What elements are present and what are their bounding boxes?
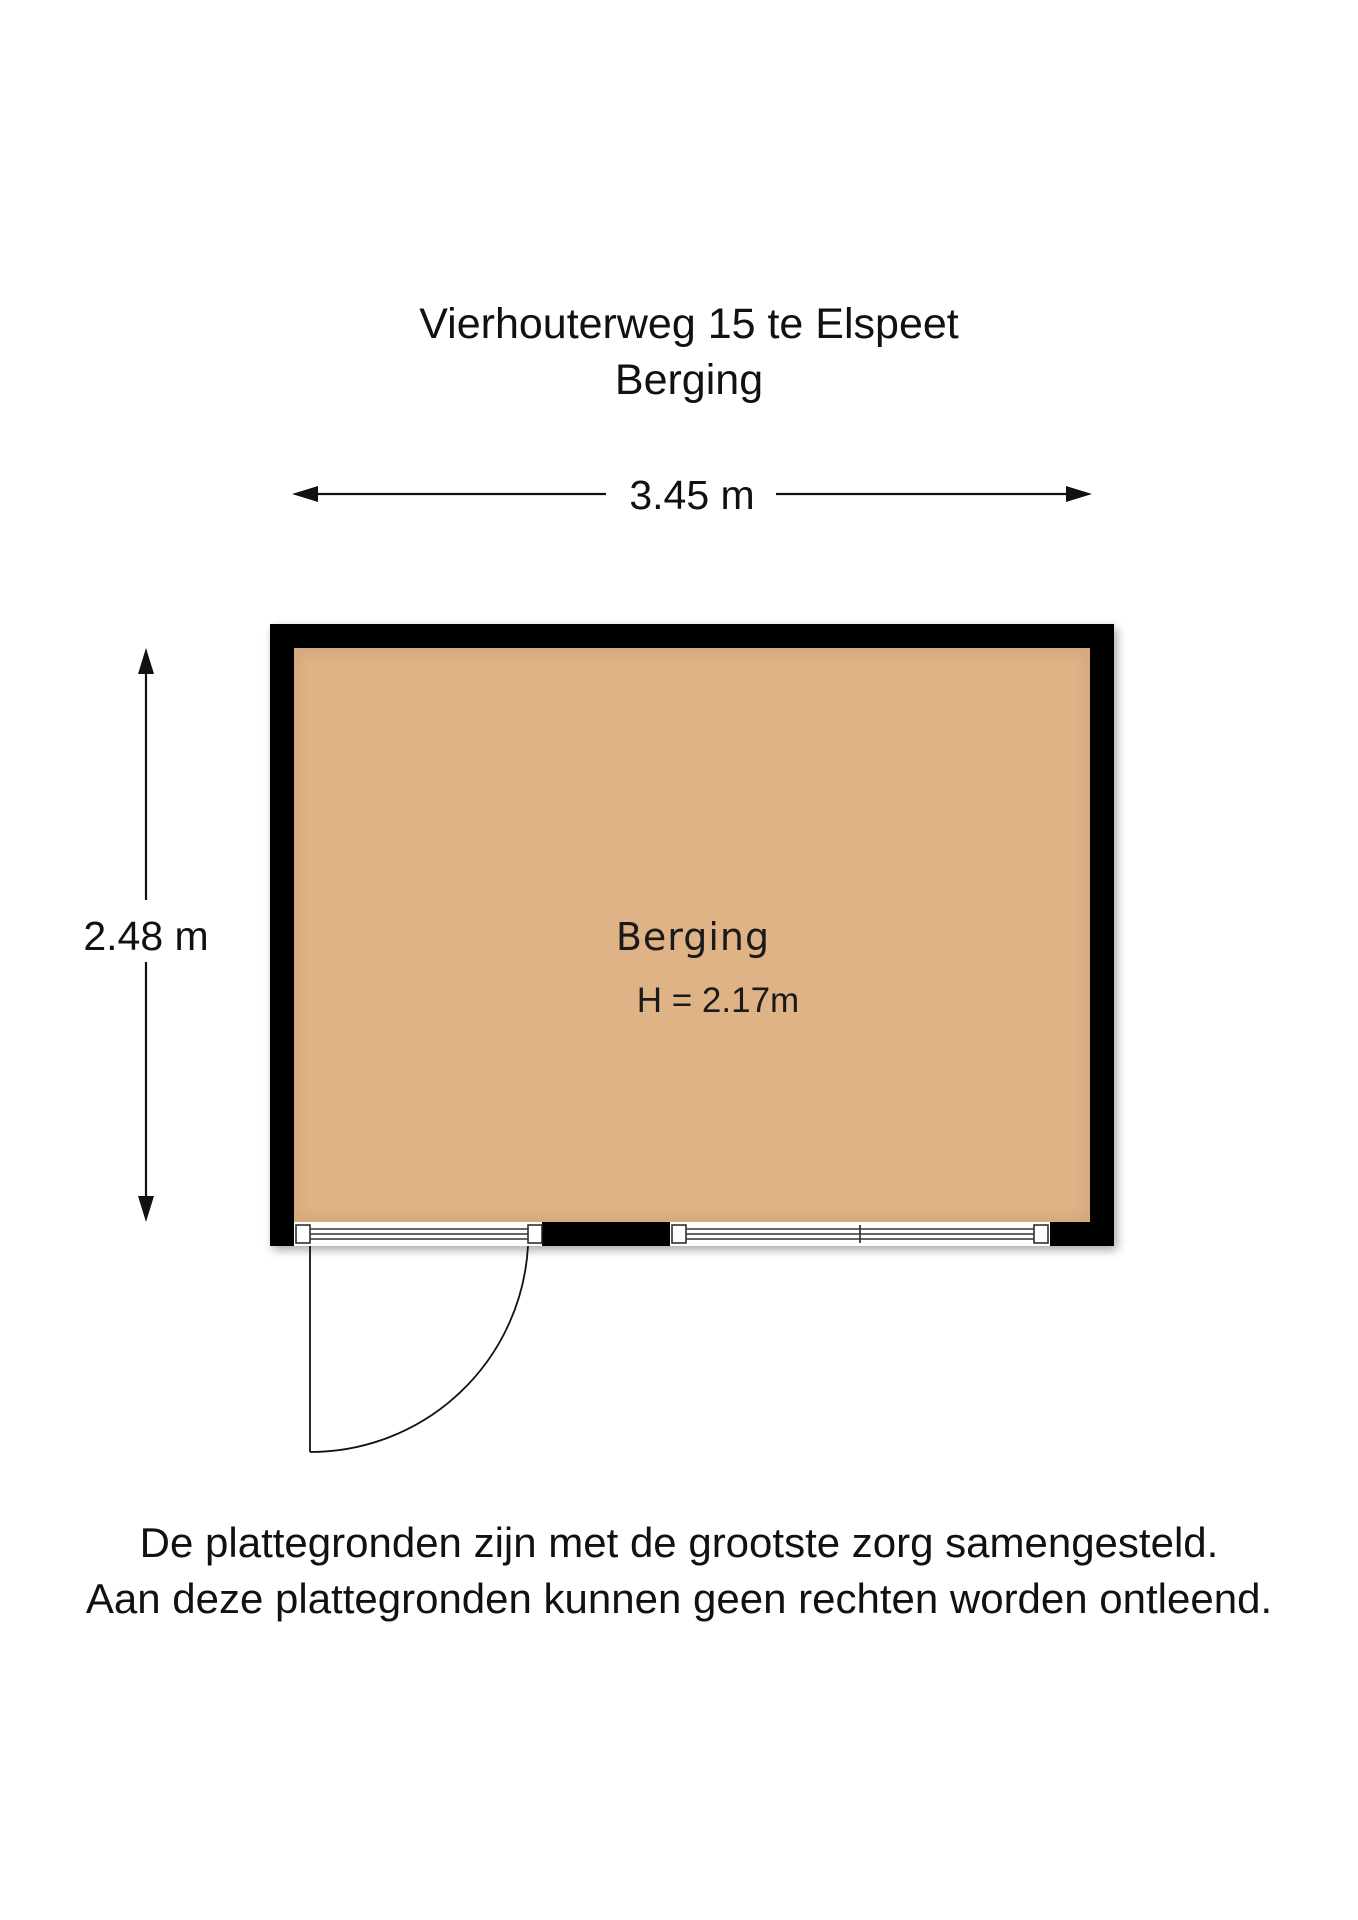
room-name: Berging <box>615 915 771 959</box>
disclaimer-line-1: De plattegronden zijn met de grootste zorg samengesteld. <box>139 1519 1219 1566</box>
door-swing-arc <box>310 1246 528 1452</box>
arrow-down-icon <box>138 1196 154 1222</box>
height-dimension <box>83 648 208 1222</box>
door-swing <box>310 1246 528 1452</box>
disclaimer <box>0 1515 1358 1627</box>
ceiling-height: H = 2.17m <box>636 981 800 1020</box>
arrow-up-icon <box>138 648 154 674</box>
door-jamb-left <box>296 1225 310 1243</box>
disclaimer-line-2: Aan deze plattegronden kunnen geen rechten worden ontleend. <box>85 1575 1273 1622</box>
address-title: Vierhouterweg 15 te Elspeet <box>419 300 959 348</box>
width-label: 3.45 m <box>629 472 755 518</box>
width-dimension <box>292 472 1092 518</box>
arrow-left-icon <box>292 486 318 502</box>
window-jamb-left <box>672 1225 686 1243</box>
height-label: 2.48 m <box>83 913 209 959</box>
door-jamb-right <box>528 1225 542 1243</box>
window-jamb-right <box>1034 1225 1048 1243</box>
floor-title: Berging <box>614 356 764 404</box>
arrow-right-icon <box>1066 486 1092 502</box>
